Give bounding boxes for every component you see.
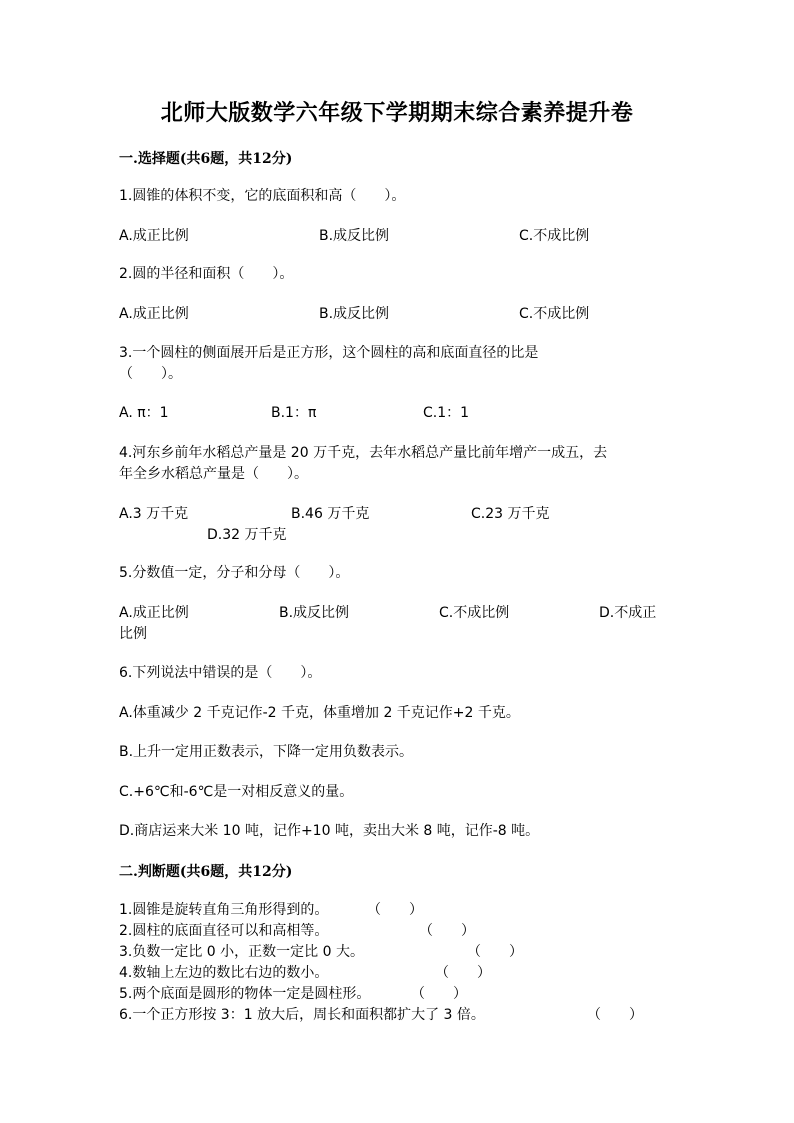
option-c: C.不成比例 (519, 228, 590, 244)
option-d: D.商店运来大米 10 吨，记作+10 吨，卖出大米 8 吨，记作-8 吨。 (119, 823, 540, 839)
page-title: 北师大版数学六年级下学期期末综合素养提升卷 (160, 100, 634, 126)
judge-item: 6.一个正方形按 3：1 放大后，周长和面积都扩大了 3 倍。 (119, 1007, 485, 1023)
option-c: C.23 万千克 (471, 506, 550, 522)
option-d-continued: 比例 (119, 626, 147, 642)
option-a: A.3 万千克 (119, 506, 189, 522)
question-stem: 5.分数值一定，分子和分母（ ）。 (119, 565, 350, 581)
question-stem: 2.圆的半径和面积（ ）。 (119, 266, 294, 282)
option-c: C.+6℃和-6℃是一对相反意义的量。 (119, 784, 354, 800)
section-heading-choice: 一.选择题(共6题，共12分) (119, 151, 293, 167)
answer-parentheses: （ ） (367, 902, 423, 918)
option-c: C.1：1 (423, 405, 470, 421)
option-a: A.成正比例 (119, 228, 189, 244)
option-b: B.成反比例 (319, 228, 390, 244)
option-a: A.体重减少 2 千克记作-2 千克，体重增加 2 千克记作+2 千克。 (119, 705, 520, 721)
question-stem-line1: 3.一个圆柱的侧面展开后是正方形，这个圆柱的高和底面直径的比是 (119, 345, 539, 361)
question-stem: 1.圆锥的体积不变，它的底面积和高（ ）。 (119, 188, 406, 204)
section-heading-judge: 二.判断题(共6题，共12分) (119, 864, 293, 880)
option-b: B.成反比例 (279, 605, 350, 621)
option-a: A.成正比例 (119, 605, 189, 621)
answer-parentheses: （ ） (435, 965, 491, 981)
judge-item: 2.圆柱的底面直径可以和高相等。 (119, 923, 329, 939)
answer-parentheses: （ ） (411, 986, 467, 1002)
answer-parentheses: （ ） (587, 1007, 643, 1023)
question-stem-line2: （ ）。 (119, 366, 182, 382)
judge-item: 1.圆锥是旋转直角三角形得到的。 (119, 902, 329, 918)
question-stem-line2: 年全乡水稻总产量是（ ）。 (119, 466, 308, 482)
option-c: C.不成比例 (519, 306, 590, 322)
option-d: D.32 万千克 (207, 527, 287, 543)
option-b: B.1：π (271, 405, 317, 421)
option-a: A.成正比例 (119, 306, 189, 322)
option-b: B.上升一定用正数表示，下降一定用负数表示。 (119, 744, 414, 760)
question-stem: 6.下列说法中错误的是（ ）。 (119, 665, 322, 681)
judge-item: 3.负数一定比 0 小，正数一定比 0 大。 (119, 944, 364, 960)
judge-item: 4.数轴上左边的数比右边的数小。 (119, 965, 329, 981)
option-b: B.46 万千克 (291, 506, 370, 522)
option-d: D.不成正 (599, 605, 657, 621)
answer-parentheses: （ ） (467, 944, 523, 960)
answer-parentheses: （ ） (419, 923, 475, 939)
question-stem-line1: 4.河东乡前年水稻总产量是 20 万千克，去年水稻总产量比前年增产一成五，去 (119, 445, 608, 461)
judge-item: 5.两个底面是圆形的物体一定是圆柱形。 (119, 986, 371, 1002)
option-a: A. π：1 (119, 405, 169, 421)
option-c: C.不成比例 (439, 605, 510, 621)
option-b: B.成反比例 (319, 306, 390, 322)
